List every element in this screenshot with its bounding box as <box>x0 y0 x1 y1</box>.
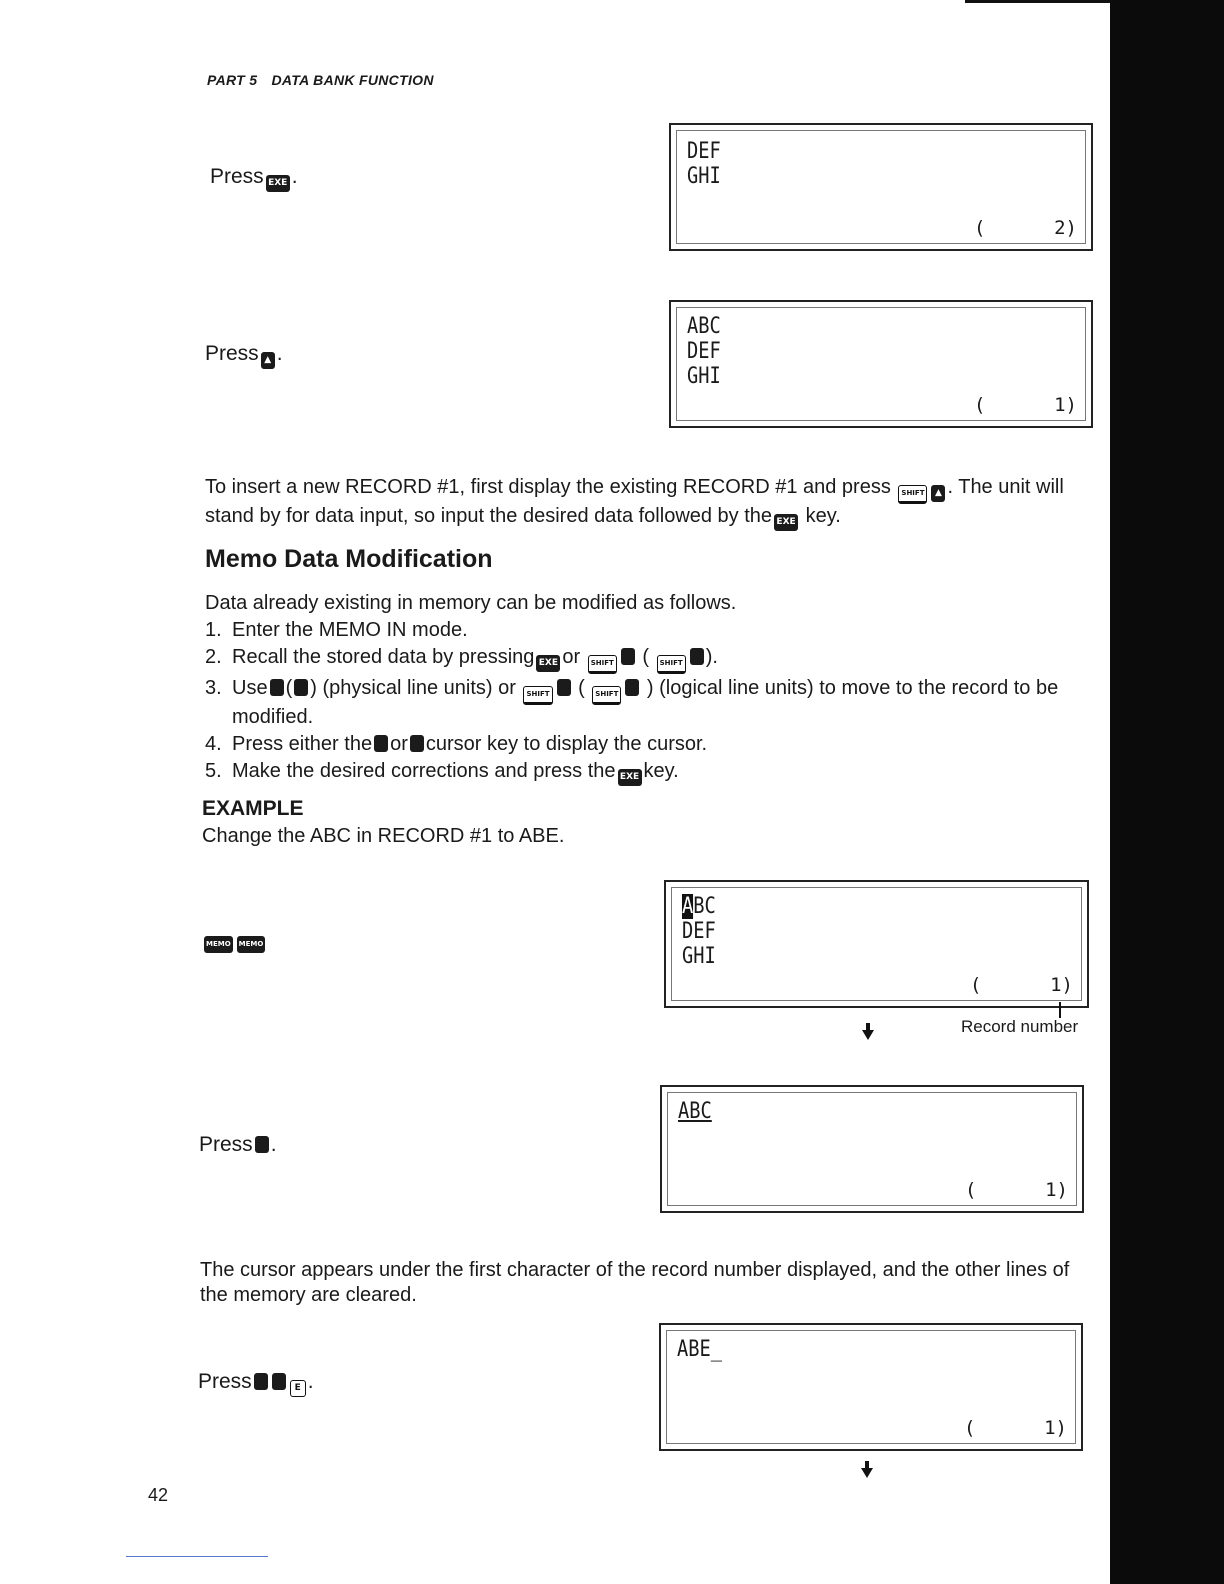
lcd-lines <box>682 894 716 969</box>
lcd-line: DEF <box>687 139 721 164</box>
list-number: 5. <box>205 760 222 782</box>
record-num: 2) <box>1054 217 1077 239</box>
lcd-line: DEF <box>682 919 716 944</box>
lcd-display-1 <box>669 123 1093 251</box>
shift-key-icon: SHIFT <box>898 485 927 504</box>
down-key-icon <box>557 679 571 696</box>
list-text: Recall the stored data by pressing <box>232 646 535 668</box>
exe-key-icon: EXE <box>774 514 798 531</box>
record-open: ( <box>970 974 982 996</box>
down-key-icon <box>255 1136 269 1153</box>
record-number <box>965 1179 1068 1201</box>
intro-text: Data already existing in memory can be modified as follows. <box>205 592 737 614</box>
shift-key-icon: SHIFT <box>523 686 552 705</box>
exe-key-icon: EXE <box>536 655 560 672</box>
list-item <box>205 676 1095 730</box>
record-open: ( <box>965 1179 977 1201</box>
step5-instruction <box>198 1370 314 1397</box>
block-cursor: A <box>682 894 694 919</box>
step2-suffix: . <box>276 342 283 365</box>
right-key-icon <box>410 735 424 752</box>
exe-key-icon: EXE <box>266 175 290 192</box>
record-num: 1) <box>1045 1179 1068 1201</box>
lcd-line: ABE_ <box>677 1337 723 1362</box>
lcd-display-5 <box>659 1323 1083 1451</box>
list-text: ) (logical line units) to move to the record to be modified. <box>232 677 1059 728</box>
list-number: 2. <box>205 646 222 668</box>
press-label: Press <box>198 1370 252 1393</box>
shift-key-icon: SHIFT <box>657 655 686 674</box>
up-key-icon <box>690 648 704 665</box>
e-key-icon: E <box>290 1380 306 1397</box>
record-open: ( <box>964 1417 976 1439</box>
step1-instruction <box>210 165 298 192</box>
list-text: cursor key to display the cursor. <box>425 733 708 755</box>
step4-suffix: . <box>270 1133 277 1156</box>
example-description: Change the ABC in RECORD #1 to ABE. <box>202 825 565 847</box>
press-label: Press <box>205 342 259 365</box>
lcd-display-3 <box>664 880 1089 1008</box>
list-text: ( <box>578 677 585 699</box>
lcd-lines <box>677 1337 722 1362</box>
cursor-paragraph: The cursor appears under the first character of the record number displayed, and the other lines of the memory are cleared. <box>200 1259 1070 1306</box>
lcd-lines <box>678 1099 712 1124</box>
down-key-icon <box>621 648 635 665</box>
record-number <box>974 394 1077 416</box>
list-text: ) (physical line units) or <box>310 677 516 699</box>
header-part: PART 5 <box>207 72 258 88</box>
lcd-line: DEF <box>687 339 721 364</box>
list-text: Make the desired corrections and press the <box>232 760 616 782</box>
lcd-line: GHI <box>687 164 721 189</box>
para-text: To insert a new RECORD #1, first display the existing RECORD #1 and press <box>205 476 891 498</box>
right-key-icon <box>254 1373 268 1390</box>
record-number-label: Record number <box>961 1017 1079 1036</box>
insert-record-paragraph <box>205 475 1095 531</box>
list-number: 4. <box>205 733 222 755</box>
record-pointer-line <box>1059 1002 1061 1018</box>
up-key-icon <box>294 679 308 696</box>
record-num: 1) <box>1050 974 1073 996</box>
list-text: Press either the <box>232 733 373 755</box>
list-number: 3. <box>205 677 222 699</box>
lcd-display-2 <box>669 300 1093 428</box>
shift-key-icon: SHIFT <box>592 686 621 705</box>
header-title: DATA BANK FUNCTION <box>271 72 434 88</box>
press-label: Press <box>210 165 264 188</box>
list-text: ( <box>285 677 293 699</box>
step4-instruction <box>199 1133 277 1157</box>
step5-suffix: . <box>307 1370 314 1393</box>
list-text: Use <box>232 677 268 699</box>
lcd-lines <box>687 139 721 189</box>
memo-key-icon: MEMO <box>237 936 266 953</box>
list-text: or <box>562 646 581 668</box>
record-open: ( <box>974 217 986 239</box>
record-number <box>964 1417 1067 1439</box>
para-text: key. <box>805 505 841 527</box>
lcd-line <box>682 894 716 919</box>
record-open: ( <box>974 394 986 416</box>
top-edge-line <box>965 0 1110 3</box>
scan-edge-bar <box>1110 0 1224 1584</box>
down-arrow-icon <box>862 1030 874 1040</box>
step1-suffix: . <box>291 165 298 188</box>
left-key-icon <box>374 735 388 752</box>
lcd-display-4 <box>660 1085 1084 1213</box>
section-heading: Memo Data Modification <box>205 545 493 573</box>
list-text: or <box>390 733 408 755</box>
example-heading: EXAMPLE <box>202 797 304 820</box>
list-item <box>205 645 1095 674</box>
press-label: Press <box>199 1133 253 1156</box>
record-number <box>974 217 1077 239</box>
page-number: 42 <box>148 1485 169 1505</box>
lcd-text: BC <box>693 894 716 919</box>
steps-list <box>205 618 1095 788</box>
list-item <box>205 618 1095 643</box>
memo-key-icon: MEMO <box>204 936 233 953</box>
list-number: 1. <box>205 619 222 641</box>
step2-instruction <box>205 342 283 369</box>
list-text: ( <box>642 646 650 668</box>
page-header <box>207 72 434 88</box>
shift-key-icon: SHIFT <box>588 655 617 674</box>
record-number <box>970 974 1073 996</box>
right-key-icon <box>272 1373 286 1390</box>
lcd-line: ABC <box>678 1099 712 1124</box>
up-key-icon: ▲ <box>261 352 275 369</box>
para-text: . The unit will stand by for data input, so input the desired data followed by the <box>205 476 1064 527</box>
record-num: 1) <box>1054 394 1077 416</box>
bottom-rule <box>126 1556 268 1557</box>
list-item <box>205 759 1095 786</box>
list-item <box>205 732 1095 757</box>
record-num: 1) <box>1044 1417 1067 1439</box>
down-arrow-icon <box>861 1468 873 1478</box>
lcd-lines <box>687 314 721 389</box>
up-key-icon: ▲ <box>931 485 945 502</box>
exe-key-icon: EXE <box>618 769 642 786</box>
list-text: Enter the MEMO IN mode. <box>232 619 468 641</box>
list-text: ). <box>705 646 718 668</box>
lcd-line: ABC <box>687 314 721 339</box>
lcd-line: GHI <box>687 364 721 389</box>
up-key-icon <box>625 679 639 696</box>
memo-keys <box>202 926 267 953</box>
down-key-icon <box>270 679 284 696</box>
lcd-line: GHI <box>682 944 716 969</box>
list-text: key. <box>643 760 679 782</box>
